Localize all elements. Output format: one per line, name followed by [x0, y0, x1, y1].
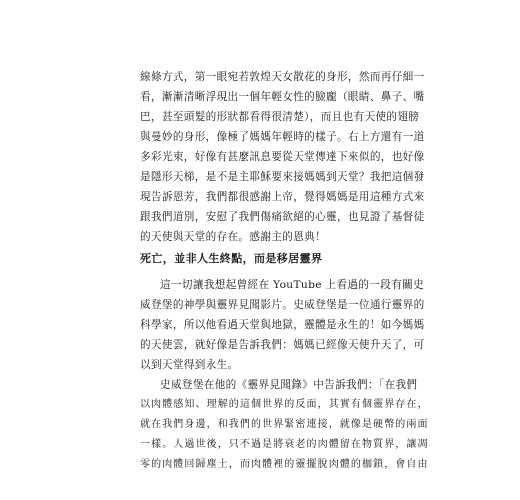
body-text-line: 線條方式，第一眼宛若敦煌天女散花的身形，然而再仔細一 [140, 71, 425, 83]
quote-text-line: 零的肉體回歸塵土，而肉體裡的靈擺脫肉體的枷鎖，會自由 [140, 459, 429, 470]
body-text-line: 的天使與天堂的存在。感謝主的恩典！ [140, 231, 327, 243]
body-text-line: 是隱形天梯，是不是主耶穌要來接媽媽到天堂？我把這個發 [140, 171, 425, 183]
body-text-line: 多彩光束，好像有甚麼訊息要從天堂傳達下來似的，也好像 [140, 151, 425, 163]
body-text-line: 看，漸漸清晰浮現出一個年輕女性的臉龐（眼睛、鼻子、嘴 [140, 91, 425, 103]
body-text-line: 科學家，所以他看過天堂與地獄，靈體是永生的！如今媽媽 [140, 319, 425, 331]
quote-text-line: 就在我們身邊，和我們的世界緊密連接，就像是硬幣的兩面 [140, 419, 429, 430]
body-text-line: 以到天堂得到永生。 [140, 359, 239, 371]
body-text-line: 現告訴恩芳，我們都很感謝上帝，覺得媽媽是用這種方式來 [140, 191, 425, 203]
body-text-line: 與曼妙的身形，像極了媽媽年輕時的樣子。右上方還有一道 [140, 131, 425, 143]
body-text-line: 的天使雲，就好像是告訴我們：媽媽已經像天使升天了，可 [140, 339, 425, 351]
quote-text-line: 一樣。人過世後，只不過是將衰老的肉體留在物質界，讓凋 [140, 439, 429, 450]
body-text-line: 跟我們道別，安慰了我們傷痛欲絕的心靈，也見證了基督徒 [140, 211, 425, 223]
body-text-line: 巴，甚至頭髮的形狀都看得很清楚），而且也有天使的翅膀 [140, 111, 420, 123]
body-text-line: 史威登堡在他的《靈界見聞錄》中告訴我們：「在我們 [160, 379, 418, 391]
section-heading: 死亡，並非人生終點，而是移居靈界 [140, 252, 323, 265]
quote-text-line: 以肉體感知、理解的這個世界的反面，其實有個靈界存在， [140, 399, 429, 410]
body-text-line: 威登堡的神學與靈界見聞影片。史威登堡是一位通行靈界的 [140, 299, 425, 311]
body-text-line: 這一切讓我想起曾經在 YouTube 上看過的一段有關史 [160, 279, 425, 291]
